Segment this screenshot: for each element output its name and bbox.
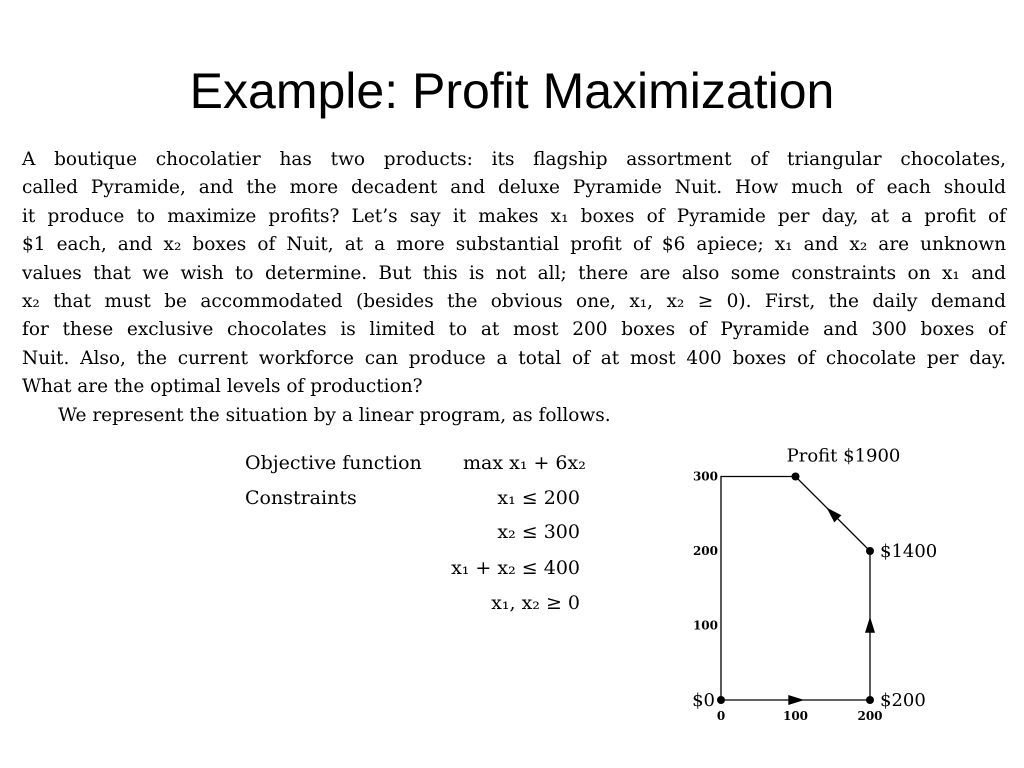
vertex-label: $0 — [692, 690, 715, 711]
y-tick-label: 300 — [692, 469, 718, 484]
paragraph-line: for these exclusive chocolates is limited to at most 200 boxes of Pyramide and 300 boxes of — [22, 319, 1006, 341]
constraint-4: x₁, x₂ ≥ 0 — [491, 592, 580, 614]
slide-title: Example: Profit Maximization — [189, 63, 835, 119]
paragraph-follow-line: We represent the situation by a linear program, as follows. — [58, 404, 611, 426]
paragraph-line: A boutique chocolatier has two products: its flagship assortment of triangular chocolates, — [22, 149, 1006, 170]
constraint-1: x₁ ≤ 200 — [497, 487, 580, 509]
paragraph-line: it produce to maximize profits? Let’s say it makes x₁ boxes of Pyramide per day, at a profit of — [22, 205, 1006, 227]
problem-paragraph — [22, 146, 1006, 430]
y-tick-label: 100 — [692, 618, 718, 633]
path-arrow — [865, 617, 875, 633]
vertex-label: $200 — [880, 690, 926, 711]
vertex-point — [866, 696, 874, 704]
vertex-point — [866, 547, 874, 555]
constraint-2: x₂ ≤ 300 — [497, 521, 580, 543]
feasible-region-boundary — [721, 477, 870, 701]
x-tick-label: 100 — [782, 709, 809, 723]
vertex-point — [792, 473, 800, 481]
objective-label: Objective function — [245, 452, 422, 474]
paragraph-line: called Pyramide, and the more decadent and deluxe Pyramide Nuit. How much of each should — [22, 177, 1006, 199]
objective-expression: max x₁ + 6x₂ — [463, 452, 586, 474]
constraint-3: x₁ + x₂ ≤ 400 — [451, 557, 580, 579]
y-tick-label: 200 — [692, 544, 718, 558]
vertex-label: $1400 — [880, 541, 938, 562]
feasible-region-chart — [660, 440, 960, 730]
path-arrow — [788, 695, 804, 705]
paragraph-line: What are the optimal levels of production? — [22, 376, 423, 398]
x-tick-label: 200 — [857, 709, 883, 723]
paragraph-line: values that we wish to determine. But this is not all; there are also some constraints on x₁ and — [22, 262, 1006, 284]
vertex-label: Profit $1900 — [786, 445, 901, 467]
vertex-point — [717, 696, 725, 704]
constraints-label: Constraints — [245, 487, 357, 509]
paragraph-line: $1 each, and x₂ boxes of Nuit, at a more substantial profit of $6 apiece; x₁ and x₂ are unknown — [22, 234, 1006, 256]
paragraph-line: x₂ that must be accommodated (besides the obvious one, x₁, x₂ ≥ 0). First, the daily demand — [22, 290, 1006, 312]
paragraph-line: Nuit. Also, the current workforce can produce a total of at most 400 boxes of chocolate per day. — [22, 347, 1006, 369]
x-tick-label: 0 — [716, 709, 726, 723]
